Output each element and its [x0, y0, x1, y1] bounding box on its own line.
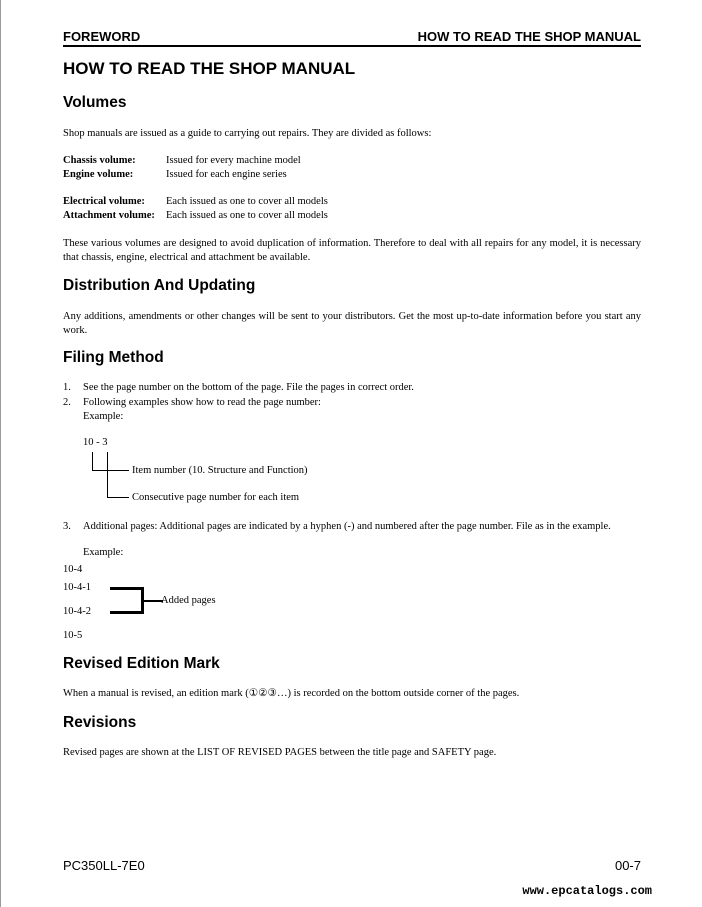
page-left-border	[0, 0, 1, 907]
example-page-10-4-2: 10-4-2	[63, 606, 91, 617]
list-number: 2.	[63, 397, 71, 408]
list-text: See the page number on the bottom of the page. File the pages in correct order.	[83, 382, 414, 393]
volume-term: Chassis volume:	[63, 155, 136, 166]
added-bracket	[110, 587, 143, 590]
volume-term: Attachment volume:	[63, 210, 155, 221]
added-pages-label: Added pages	[161, 595, 216, 606]
added-bracket	[110, 611, 143, 614]
volumes-closing: These various volumes are designed to avoid duplication of information. Therefore to deal with all repairs for any model, it is necessary that chassis, engine, electrical and attachment be available.	[63, 238, 641, 263]
volume-term: Engine volume:	[63, 169, 134, 180]
distribution-text: Any additions, amendments or other changes will be sent to your distributors. Get the most up-to-date information before you start any work.	[63, 311, 641, 336]
distribution-heading: Distribution And Updating	[63, 277, 256, 294]
running-header-left: FOREWORD	[63, 29, 141, 44]
volume-desc: Each issued as one to cover all models	[166, 210, 328, 221]
bracket-line	[107, 497, 129, 498]
example-page-10-5: 10-5	[63, 630, 83, 641]
revisions-heading: Revisions	[63, 714, 137, 731]
footer-page-number: 00-7	[614, 858, 641, 873]
example-label: Example:	[83, 411, 124, 422]
example-page-10-4: 10-4	[63, 564, 83, 575]
header-rule	[63, 45, 641, 47]
volume-desc: Issued for every machine model	[166, 155, 301, 166]
footer-model: PC350LL-7E0	[63, 858, 145, 873]
list-text: Additional pages: Additional pages are indicated by a hyphen (-) and numbered after the page number. File as in the example.	[83, 521, 611, 532]
running-header-right: HOW TO READ THE SHOP MANUAL	[417, 29, 641, 44]
bracket-line	[92, 452, 93, 471]
page-title: HOW TO READ THE SHOP MANUAL	[63, 59, 356, 78]
watermark: www.epcatalogs.com	[522, 884, 652, 898]
volume-desc: Issued for each engine series	[166, 169, 287, 180]
volumes-heading: Volumes	[63, 94, 127, 111]
filing-heading: Filing Method	[63, 349, 164, 366]
list-number: 3.	[63, 521, 71, 532]
bracket-line	[107, 452, 108, 498]
list-text: Following examples show how to read the page number:	[83, 397, 321, 408]
item-number-label: Item number (10. Structure and Function)	[132, 465, 308, 476]
list-number: 1.	[63, 382, 71, 393]
consecutive-page-label: Consecutive page number for each item	[132, 492, 300, 503]
example-label: Example:	[83, 547, 124, 558]
added-bracket	[142, 600, 163, 602]
volume-desc: Each issued as one to cover all models	[166, 196, 328, 207]
bracket-line	[92, 470, 129, 471]
revised-mark-text: When a manual is revised, an edition mark (①②③…) is recorded on the bottom outside corner of the pages.	[63, 688, 520, 699]
revised-mark-heading: Revised Edition Mark	[63, 655, 220, 672]
example-page-number: 10 - 3	[83, 437, 108, 448]
example-page-10-4-1: 10-4-1	[63, 582, 91, 593]
volume-term: Electrical volume:	[63, 196, 145, 207]
volumes-intro: Shop manuals are issued as a guide to carrying out repairs. They are divided as follows:	[63, 128, 432, 139]
revisions-text: Revised pages are shown at the LIST OF REVISED PAGES between the title page and SAFETY page.	[63, 747, 497, 758]
